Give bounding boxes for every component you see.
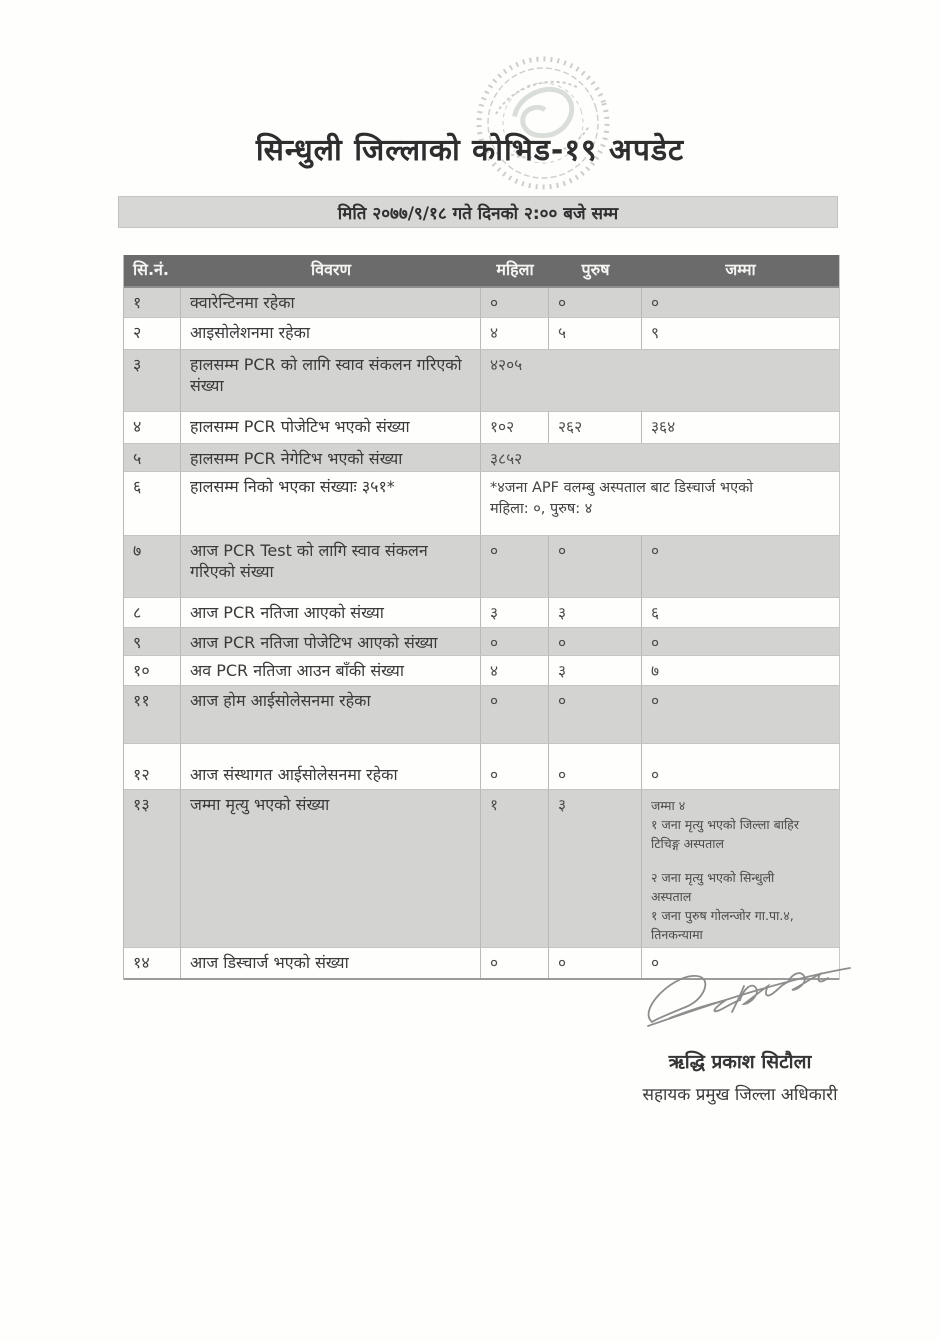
row-female: ० [481,628,549,655]
signature-icon [640,960,865,1045]
row-desc: अव PCR नतिजा आउन बाँकी संख्या [181,656,481,685]
row-desc: आज PCR नतिजा आएको संख्या [181,598,481,627]
row-total-notes [642,790,839,947]
table-row [124,656,839,686]
row-span-value: ४२०५ [490,355,523,374]
row-female: ३ [481,598,549,627]
row-desc: क्वारेन्टिनमा रहेका [181,288,481,317]
row-sn: ५ [124,444,181,471]
note-line: *४जना APF वलम्बु अस्पताल बाट डिस्चार्ज भएको [490,479,754,496]
header-total: जम्मा [725,260,756,279]
table-row [124,628,839,656]
row-female: १ [481,790,549,947]
row-total: ७ [651,661,660,680]
table-row [124,598,839,628]
header-male: पुरुष [581,260,610,279]
row-sn: १ [124,288,181,317]
row-male: ० [549,760,642,789]
row-desc: जम्मा मृत्यु भएको संख्या [181,790,481,947]
row-male: २६२ [549,412,642,443]
row-sn: ११ [124,686,181,743]
table-row [124,350,839,412]
row-sn: ६ [124,472,181,535]
row-total: ० [651,691,660,710]
spacer-cell [181,744,481,760]
row-sn: ८ [124,598,181,627]
header-desc: विवरण [310,260,352,279]
death-note-line: १ जना मृत्यु भएको जिल्ला बाहिर [651,816,799,832]
row-desc: आइसोलेशनमा रहेका [181,318,481,349]
page-title: सिन्धुली जिल्लाको कोभिड-१९ अपडेट [255,133,685,168]
row-desc: आज होम आईसोलेसनमा रहेका [181,686,481,743]
death-note-line: जम्मा ४ [651,797,686,813]
row-sn: १४ [124,948,181,978]
signatory-name: ऋद्धि प्रकाश सिटौला [668,1051,812,1073]
death-note-line: टिचिङ्ग अस्पताल [651,835,724,851]
row-female: ० [481,288,549,317]
table-spacer-row [124,744,839,760]
row-female: ४ [481,318,549,349]
row-male: ० [549,288,642,317]
row-total: ६ [651,603,660,622]
death-note-line: अस्पताल [651,888,692,904]
official-seal-icon [443,48,643,198]
row-male: ० [549,948,642,978]
row-total: ० [651,633,660,652]
table-row [124,536,839,598]
row-total: ९ [651,323,660,342]
row-sn: ९ [124,628,181,655]
row-desc: आज संस्थागत आईसोलेसनमा रहेका [181,760,481,789]
death-note-line: १ जना पुरुष गोलन्जोर गा.पा.४, [651,907,794,923]
row-sn: ४ [124,412,181,443]
row-total: ० [651,541,660,560]
spacer-cell [481,744,549,760]
table-row [124,760,839,790]
table-row [124,472,839,536]
row-desc: हालसम्म निको भएका संख्याः ३५१* [181,472,481,535]
spacer-cell [642,744,839,760]
row-total: ० [651,293,660,312]
row-desc: आज डिस्चार्ज भएको संख्या [181,948,481,978]
row-sn: १० [124,656,181,685]
row-male: ० [549,686,642,743]
table-row [124,790,839,948]
row-female: १०२ [481,412,549,443]
row-female: ० [481,536,549,597]
row-male: ३ [549,598,642,627]
spacer-cell [549,744,642,760]
row-sn: १३ [124,790,181,947]
row-male: ० [549,628,642,655]
note-line: महिला: ०, पुरुष: ४ [490,500,593,517]
table-row [124,412,839,444]
row-sn: ७ [124,536,181,597]
row-desc: हालसम्म PCR को लागि स्वाव संकलन गरिएको संख्या [181,350,481,411]
row-male: ३ [549,656,642,685]
row-male: ५ [549,318,642,349]
date-banner: मिति २०७७/९/१८ गते दिनको २:०० बजे सम्म [118,196,838,228]
row-male: ० [549,536,642,597]
table-header-row [124,255,839,288]
death-note-line: २ जना मृत्यु भएको सिन्धुली [651,869,775,885]
row-desc: आज PCR Test को लागि स्वाव संकलन गरिएको संख्या [181,536,481,597]
signatory-title: सहायक प्रमुख जिल्ला अधिकारी [642,1085,838,1105]
row-total: ० [651,953,660,972]
row-desc: हालसम्म PCR पोजेटिभ भएको संख्या [181,412,481,443]
spacer-cell [124,744,181,760]
row-total: ० [651,765,660,784]
row-male: ३ [549,790,642,947]
table-row [124,318,839,350]
row-female: ० [481,948,549,978]
row-female: ० [481,686,549,743]
row-total: ३६४ [651,417,676,436]
row-desc: हालसम्म PCR नेगेटिभ भएको संख्या [181,444,481,471]
row-sn: १२ [124,760,181,789]
row-note [481,472,839,535]
row-span-value: ३८५२ [490,449,523,468]
row-female: ४ [481,656,549,685]
row-desc: आज PCR नतिजा पोजेटिभ आएको संख्या [181,628,481,655]
death-note-line: तिनकन्यामा [651,926,703,942]
header-female: महिला [496,260,534,279]
row-sn: २ [124,318,181,349]
row-female: ० [481,760,549,789]
table-row [124,288,839,318]
table-row [124,686,839,744]
covid-update-table [123,255,840,980]
header-sn: सि.नं. [133,260,169,279]
row-sn: ३ [124,350,181,411]
table-row [124,444,839,472]
